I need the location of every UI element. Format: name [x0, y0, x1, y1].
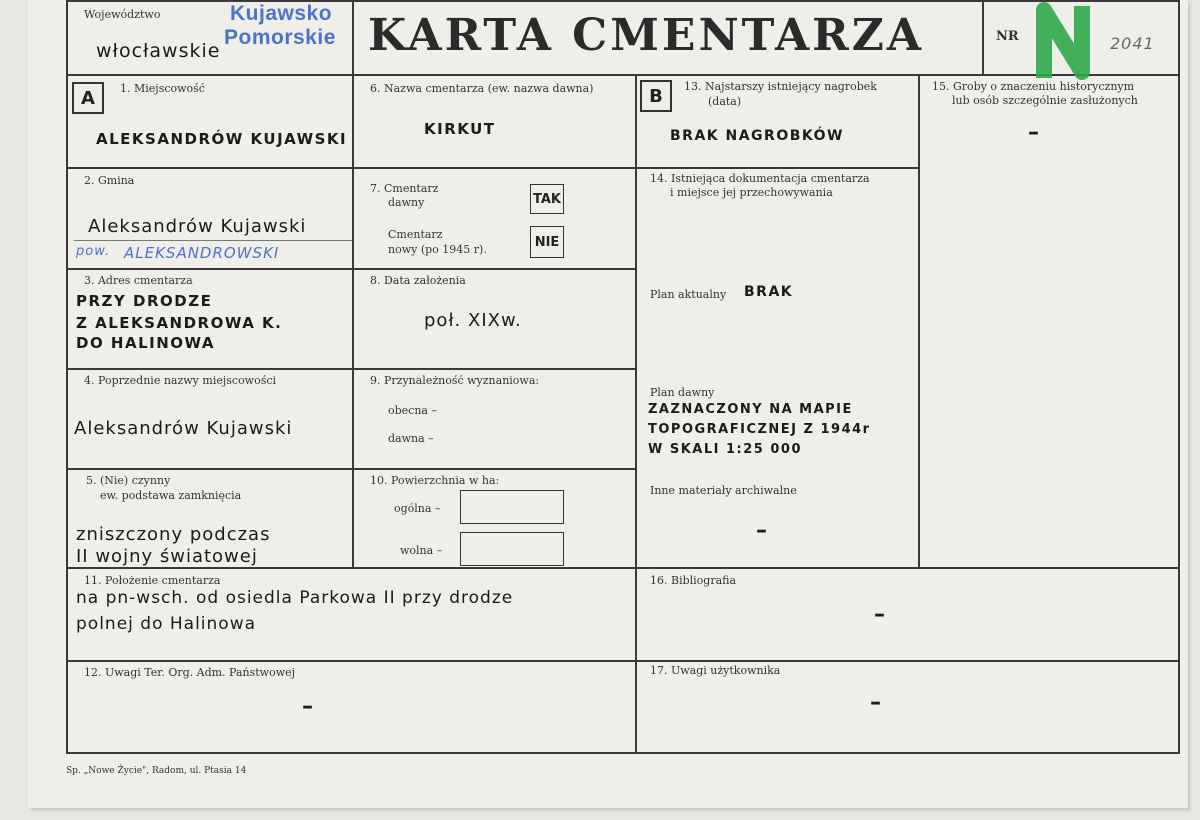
- section-b-box: B: [640, 80, 672, 112]
- field-1-value: ALEKSANDRÓW KUJAWSKI: [96, 130, 348, 148]
- field-3-line-1: PRZY DRODZE: [76, 292, 213, 310]
- col-divider-1: [352, 75, 354, 567]
- field-7-label-1: 7. Cmentarz: [370, 182, 439, 195]
- wojewodztwo-value: włocławskie: [96, 40, 221, 62]
- green-marker-n: [1032, 2, 1102, 82]
- field-7-label-2: dawny: [388, 196, 425, 209]
- field-6-value: KIRKUT: [424, 120, 496, 138]
- c2-row-line-1: [352, 167, 636, 169]
- frame-right: [1178, 0, 1180, 754]
- field-4-label: 4. Poprzednie nazwy miejscowości: [84, 374, 277, 387]
- field-10-wolna-box: [460, 532, 564, 566]
- field-2-value-2: ALEKSANDROWSKI: [124, 244, 280, 262]
- row-line-11: [66, 567, 1180, 569]
- field-10-label: 10. Powierzchnia w ha:: [370, 474, 500, 487]
- c2-row-line-3: [352, 368, 636, 370]
- c1-row-line-4: [66, 468, 353, 470]
- field-14-inne-value: –: [756, 518, 768, 543]
- field-7-label-3: Cmentarz: [388, 228, 443, 241]
- field-15-value: –: [1028, 120, 1040, 145]
- field-11-line-2: polnej do Halinowa: [76, 614, 257, 634]
- cemetery-record-card: [28, 0, 1188, 808]
- field-14-plan-akt-value: BRAK: [744, 284, 794, 300]
- header-divider-2: [982, 0, 984, 75]
- field-2-underline: [74, 240, 352, 241]
- nr-value: 2041: [1110, 34, 1155, 53]
- c1-row-line-3: [66, 368, 353, 370]
- nr-label: NR: [996, 29, 1019, 44]
- field-1-label: 1. Miejscowość: [120, 82, 205, 95]
- field-13-label-2: (data): [708, 95, 742, 108]
- field-5-line-1: zniszczony podczas: [76, 524, 271, 545]
- field-11-label: 11. Położenie cmentarza: [84, 574, 221, 587]
- section-a-box: A: [72, 82, 104, 114]
- field-14-label-1: 14. Istniejąca dokumentacja cmentarza: [650, 172, 870, 185]
- field-13-label-1: 13. Najstarszy istniejący nagrobek: [684, 80, 877, 93]
- field-5-label-1: 5. (Nie) czynny: [86, 474, 171, 487]
- field-2-prefix: pow.: [76, 244, 111, 259]
- field-3-label: 3. Adres cmentarza: [84, 274, 193, 287]
- field-14-plan-akt-label: Plan aktualny: [650, 288, 727, 301]
- field-3-line-3: DO HALINOWA: [76, 334, 216, 352]
- field-3-line-2: Z ALEKSANDROWA K.: [76, 314, 283, 332]
- printer-footer: Sp. „Nowe Życie", Radom, ul. Ptasia 14: [66, 766, 247, 776]
- stamp-line-2: Pomorskie: [224, 26, 336, 49]
- field-14-label-2: i miejsce jej przechowywania: [670, 186, 833, 199]
- field-5-line-2: II wojny światowej: [76, 546, 258, 567]
- field-14-inne-label: Inne materiały archiwalne: [650, 484, 797, 497]
- frame-bottom: [66, 752, 1180, 754]
- field-6-label: 6. Nazwa cmentarza (ew. nazwa dawna): [370, 82, 594, 95]
- field-13-value: BRAK NAGROBKÓW: [670, 128, 844, 144]
- field-17-value: –: [870, 690, 882, 715]
- field-15-label-1: 15. Groby o znaczeniu historycznym: [932, 80, 1135, 93]
- field-14-plan-dawny-label: Plan dawny: [650, 386, 715, 399]
- field-12-value: –: [302, 694, 314, 719]
- c2-row-line-4: [352, 468, 636, 470]
- field-14-plan-dawny-line-1: ZAZNACZONY NA MAPIE: [648, 402, 853, 417]
- field-12-label: 12. Uwagi Ter. Org. Adm. Państwowej: [84, 666, 296, 679]
- field-16-value: –: [874, 602, 886, 627]
- field-4-value: Aleksandrów Kujawski: [74, 418, 293, 439]
- field-7-label-4: nowy (po 1945 r).: [388, 243, 487, 256]
- frame-left: [66, 0, 68, 754]
- header-divider-1: [352, 0, 354, 75]
- c2-row-line-2: [352, 268, 636, 270]
- c1-row-line-2: [66, 268, 353, 270]
- field-14-plan-dawny-line-3: W SKALI 1:25 000: [648, 442, 803, 457]
- stamp-line-1: Kujawsko: [230, 2, 333, 25]
- field-5-label-2: ew. podstawa zamknięcia: [100, 489, 242, 502]
- field-2-label: 2. Gmina: [84, 174, 135, 187]
- field-7-tak-box: TAK: [530, 184, 564, 214]
- col-divider-3: [918, 75, 920, 567]
- field-7-nie-box: NIE: [530, 226, 564, 258]
- field-17-label: 17. Uwagi użytkownika: [650, 664, 781, 677]
- col-divider-2: [635, 75, 637, 753]
- field-9-dawna: dawna –: [388, 432, 434, 445]
- wojewodztwo-label: Województwo: [84, 8, 161, 21]
- field-11-line-1: na pn-wsch. od osiedla Parkowa II przy drodze: [76, 588, 514, 608]
- page-title: KARTA CMENTARZA: [368, 10, 924, 61]
- field-10-ogolna: ogólna –: [394, 502, 441, 515]
- header-bottom-line: [66, 74, 1180, 76]
- c1-row-line-1: [66, 167, 353, 169]
- field-15-label-2: lub osób szczególnie zasłużonych: [952, 94, 1138, 107]
- field-2-value: Aleksandrów Kujawski: [88, 216, 307, 237]
- field-8-value: poł. XIXw.: [424, 310, 522, 331]
- field-9-label: 9. Przynależność wyznaniowa:: [370, 374, 540, 387]
- c3-row-line-1: [635, 167, 919, 169]
- field-8-label: 8. Data założenia: [370, 274, 466, 287]
- field-9-obecna: obecna –: [388, 404, 437, 417]
- field-14-plan-dawny-line-2: TOPOGRAFICZNEJ Z 1944r: [648, 422, 871, 437]
- field-10-ogolna-box: [460, 490, 564, 524]
- field-16-label: 16. Bibliografia: [650, 574, 737, 587]
- field-10-wolna: wolna –: [400, 544, 443, 557]
- row-line-12: [66, 660, 1180, 662]
